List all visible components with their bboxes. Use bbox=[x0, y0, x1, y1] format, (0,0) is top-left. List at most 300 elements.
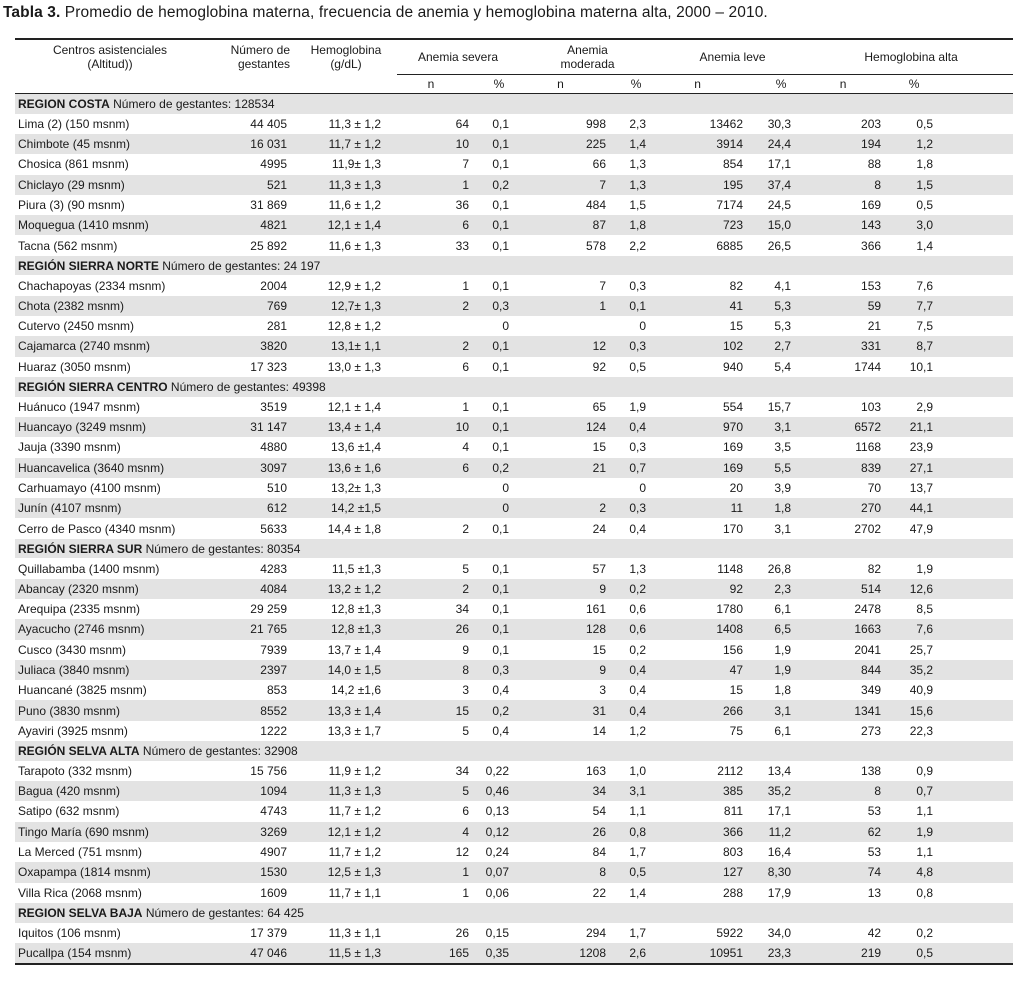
severa-n: 34 bbox=[455, 602, 469, 617]
header-anemia-moderada bbox=[519, 39, 656, 75]
row-spacer bbox=[939, 215, 1013, 235]
gestantes-count: 4084 bbox=[205, 579, 295, 599]
leve-pct: 1,8 bbox=[774, 683, 792, 698]
severa-n: 9 bbox=[462, 642, 469, 657]
gestantes-count: 44 405 bbox=[250, 116, 287, 131]
row-spacer bbox=[939, 134, 1013, 154]
severa-pct: 0,1 bbox=[492, 399, 510, 414]
alta-n: 2478 bbox=[854, 602, 882, 617]
leve-pct: 35,2 bbox=[753, 781, 809, 801]
alta-n: 82 bbox=[867, 561, 882, 576]
moderada-n: 26 bbox=[519, 822, 616, 842]
leve-pct: 16,4 bbox=[767, 845, 792, 860]
leve-pct: 3,1 bbox=[774, 521, 792, 536]
gestantes-count: 29 259 bbox=[250, 602, 287, 617]
alta-pct: 7,6 bbox=[889, 619, 939, 639]
moderada-pct: 0,3 bbox=[629, 278, 647, 293]
alta-n: 1341 bbox=[809, 700, 889, 720]
centro-name: Oxapampa (1814 msnm) bbox=[15, 862, 205, 882]
region-header-row bbox=[15, 377, 1013, 397]
leve-n: 854 bbox=[723, 157, 744, 172]
leve-n: 47 bbox=[656, 660, 753, 680]
severa-n: 1 bbox=[397, 862, 479, 882]
table-row bbox=[15, 316, 1013, 336]
gestantes-count: 4907 bbox=[260, 845, 287, 860]
moderada-pct: 0,4 bbox=[616, 660, 656, 680]
severa-pct: 0,1 bbox=[492, 157, 510, 172]
alta-n: 1744 bbox=[854, 359, 882, 374]
leve-pct: 37,4 bbox=[753, 175, 809, 195]
moderada-n bbox=[519, 478, 616, 498]
leve-pct: 17,1 bbox=[767, 804, 792, 819]
hemoglobina-value: 11,6 ± 1,3 bbox=[328, 238, 381, 253]
alta-n: 59 bbox=[809, 296, 889, 316]
hemoglobina-value: 12,5 ± 1,3 bbox=[295, 862, 397, 882]
gestantes-count: 2004 bbox=[260, 278, 287, 293]
table-row bbox=[15, 579, 1013, 599]
row-spacer bbox=[939, 458, 1013, 478]
severa-n bbox=[397, 498, 479, 518]
centro-name: Iquitos (106 msnm) bbox=[18, 925, 121, 940]
severa-n bbox=[397, 316, 479, 336]
table-row bbox=[15, 700, 1013, 720]
leve-n: 10951 bbox=[656, 943, 753, 964]
severa-n bbox=[397, 478, 479, 498]
table-row bbox=[15, 134, 1013, 154]
row-spacer bbox=[939, 417, 1013, 437]
alta-pct: 2,9 bbox=[916, 399, 934, 414]
severa-n: 36 bbox=[455, 198, 469, 213]
severa-n: 1 bbox=[462, 885, 469, 900]
row-spacer bbox=[939, 862, 1013, 882]
hemoglobina-value: 12,8 ±1,3 bbox=[331, 602, 381, 617]
table-row bbox=[15, 619, 1013, 639]
moderada-pct: 0,3 bbox=[616, 498, 656, 518]
row-spacer bbox=[939, 316, 1013, 336]
hemoglobina-value: 11,5 ± 1,3 bbox=[295, 943, 397, 964]
alta-n: 514 bbox=[809, 579, 889, 599]
centro-name: Satipo (632 msnm) bbox=[18, 804, 120, 819]
alta-pct: 4,8 bbox=[889, 862, 939, 882]
table-row bbox=[15, 660, 1013, 680]
leve-n: 169 bbox=[723, 440, 744, 455]
leve-n: 169 bbox=[656, 458, 753, 478]
severa-pct: 0,4 bbox=[492, 723, 510, 738]
severa-pct: 0,12 bbox=[479, 822, 519, 842]
header-blank bbox=[939, 75, 1013, 94]
row-spacer bbox=[939, 296, 1013, 316]
moderada-pct: 1,9 bbox=[629, 399, 647, 414]
gestantes-count: 17 379 bbox=[250, 925, 287, 940]
centro-name: Ayaviri (3925 msnm) bbox=[18, 723, 128, 738]
alta-pct: 8,5 bbox=[916, 602, 934, 617]
moderada-pct: 0,4 bbox=[629, 521, 647, 536]
header-alta-pct: % bbox=[889, 75, 939, 94]
header-anemia-leve bbox=[656, 39, 809, 75]
table-row bbox=[15, 923, 1013, 943]
alta-n: 1168 bbox=[855, 440, 882, 455]
severa-n: 26 bbox=[455, 925, 469, 940]
table-row bbox=[15, 498, 1013, 518]
leve-pct: 17,1 bbox=[767, 157, 792, 172]
table-row bbox=[15, 235, 1013, 255]
alta-n: 169 bbox=[861, 198, 882, 213]
severa-n: 4 bbox=[462, 440, 469, 455]
alta-pct: 0,5 bbox=[916, 198, 934, 213]
table-row bbox=[15, 781, 1013, 801]
severa-pct: 0,1 bbox=[492, 602, 510, 617]
moderada-n: 14 bbox=[592, 723, 607, 738]
gestantes-count: 1094 bbox=[205, 781, 295, 801]
severa-n: 165 bbox=[397, 943, 479, 964]
alta-n: 74 bbox=[809, 862, 889, 882]
alta-pct: 0,5 bbox=[916, 116, 934, 131]
moderada-pct: 0,3 bbox=[616, 336, 656, 356]
leve-pct: 6,1 bbox=[774, 602, 792, 617]
severa-n: 1 bbox=[397, 175, 479, 195]
header-severa-pct: % bbox=[479, 75, 519, 94]
leve-pct: 4,1 bbox=[774, 278, 792, 293]
moderada-pct: 0 bbox=[639, 480, 647, 495]
hemoglobina-value: 12,8 ± 1,2 bbox=[327, 319, 381, 334]
severa-n: 4 bbox=[397, 822, 479, 842]
alta-pct: 27,1 bbox=[889, 458, 939, 478]
hemoglobina-value: 13,7 ± 1,4 bbox=[327, 642, 381, 657]
header-numero-line2: gestantes bbox=[237, 57, 290, 72]
leve-n: 2112 bbox=[717, 763, 744, 778]
header-severa-label: Anemia severa bbox=[417, 50, 499, 64]
severa-n: 33 bbox=[455, 238, 469, 253]
leve-n: 1780 bbox=[716, 602, 744, 617]
severa-n: 10 bbox=[397, 417, 479, 437]
region-gestantes: Número de gestantes: 128534 bbox=[113, 96, 275, 111]
moderada-pct: 0,2 bbox=[616, 579, 656, 599]
table-row bbox=[15, 842, 1013, 862]
moderada-pct: 1,3 bbox=[629, 561, 647, 576]
severa-pct: 0,1 bbox=[479, 619, 519, 639]
alta-pct: 1,1 bbox=[916, 804, 934, 819]
row-spacer bbox=[939, 275, 1013, 295]
table-row bbox=[15, 943, 1013, 964]
region-header-row bbox=[15, 903, 1013, 923]
table-row bbox=[15, 822, 1013, 842]
moderada-n: 578 bbox=[585, 238, 607, 253]
severa-pct: 0,1 bbox=[492, 440, 510, 455]
table-row bbox=[15, 801, 1013, 821]
severa-pct: 0,3 bbox=[479, 296, 519, 316]
severa-n: 1 bbox=[462, 278, 469, 293]
severa-pct: 0,3 bbox=[479, 660, 519, 680]
leve-pct: 26,8 bbox=[767, 561, 792, 576]
leve-n: 11 bbox=[656, 498, 753, 518]
gestantes-count: 4995 bbox=[260, 157, 287, 172]
centro-name: Chimbote (45 msnm) bbox=[15, 134, 205, 154]
alta-pct: 23,9 bbox=[909, 440, 934, 455]
leve-n: 366 bbox=[656, 822, 753, 842]
leve-n: 41 bbox=[656, 296, 753, 316]
table-row bbox=[15, 721, 1013, 741]
alta-pct: 47,9 bbox=[909, 521, 934, 536]
centro-name: Huancané (3825 msnm) bbox=[18, 683, 147, 698]
header-leve-label: Anemia leve bbox=[699, 50, 766, 64]
severa-pct: 0,2 bbox=[479, 700, 519, 720]
gestantes-count: 3820 bbox=[205, 336, 295, 356]
table-row bbox=[15, 862, 1013, 882]
alta-pct: 35,2 bbox=[889, 660, 939, 680]
alta-n: 270 bbox=[809, 498, 889, 518]
table-row bbox=[15, 397, 1013, 417]
severa-n: 10 bbox=[397, 134, 479, 154]
centro-name: Chachapoyas (2334 msnm) bbox=[18, 278, 166, 293]
moderada-n: 12 bbox=[519, 336, 616, 356]
moderada-n: 3 bbox=[599, 683, 607, 698]
leve-n: 5922 bbox=[716, 925, 744, 940]
moderada-n: 15 bbox=[592, 642, 607, 657]
alta-n: 53 bbox=[867, 804, 882, 819]
table-row bbox=[15, 296, 1013, 316]
moderada-pct: 1,4 bbox=[616, 134, 656, 154]
alta-pct: 1,2 bbox=[889, 134, 939, 154]
alta-n: 138 bbox=[861, 763, 882, 778]
centro-name: Chiclayo (29 msnm) bbox=[15, 175, 205, 195]
row-spacer bbox=[939, 357, 1013, 377]
row-spacer bbox=[939, 558, 1013, 578]
leve-pct: 34,0 bbox=[767, 925, 792, 940]
region-gestantes: Número de gestantes: 32908 bbox=[142, 743, 298, 758]
moderada-pct: 0,4 bbox=[616, 417, 656, 437]
table-row bbox=[15, 175, 1013, 195]
header-leve-pct: % bbox=[753, 75, 809, 94]
leve-pct: 3,9 bbox=[774, 480, 792, 495]
moderada-pct: 0,3 bbox=[629, 440, 647, 455]
gestantes-count: 4283 bbox=[260, 561, 287, 576]
alta-pct: 7,7 bbox=[889, 296, 939, 316]
hemoglobina-value: 11,9± 1,3 bbox=[331, 157, 381, 172]
gestantes-count: 1530 bbox=[205, 862, 295, 882]
moderada-n: 65 bbox=[592, 399, 607, 414]
row-spacer bbox=[939, 397, 1013, 417]
leve-pct: 15,7 bbox=[767, 399, 792, 414]
leve-n: 803 bbox=[723, 845, 744, 860]
severa-n: 5 bbox=[462, 723, 469, 738]
alta-n: 331 bbox=[809, 336, 889, 356]
severa-pct: 0,1 bbox=[479, 215, 519, 235]
row-spacer bbox=[939, 700, 1013, 720]
moderada-n: 15 bbox=[592, 440, 607, 455]
severa-n: 3 bbox=[462, 683, 469, 698]
severa-n: 5 bbox=[397, 781, 479, 801]
alta-n: 21 bbox=[867, 319, 882, 334]
region-header bbox=[15, 539, 1013, 559]
alta-n: 366 bbox=[861, 238, 882, 253]
row-spacer bbox=[939, 822, 1013, 842]
header-alta-label: Hemoglobina alta bbox=[864, 50, 958, 64]
alta-n: 219 bbox=[809, 943, 889, 964]
severa-pct: 0,1 bbox=[479, 579, 519, 599]
row-spacer bbox=[939, 660, 1013, 680]
gestantes-count: 31 869 bbox=[250, 198, 287, 213]
alta-n: 273 bbox=[861, 723, 882, 738]
header-moderada-line2: moderada bbox=[560, 57, 615, 71]
moderada-n: 9 bbox=[519, 660, 616, 680]
leve-n: 20 bbox=[729, 480, 744, 495]
region-name: REGIÓN SIERRA NORTE bbox=[18, 258, 159, 273]
header-blank bbox=[15, 75, 205, 94]
alta-pct: 0,7 bbox=[889, 781, 939, 801]
moderada-pct: 0,5 bbox=[629, 359, 647, 374]
moderada-pct: 1,3 bbox=[616, 175, 656, 195]
severa-n: 2 bbox=[462, 521, 469, 536]
leve-pct: 17,9 bbox=[767, 885, 792, 900]
row-spacer bbox=[939, 579, 1013, 599]
moderada-pct: 2,6 bbox=[616, 943, 656, 964]
centro-name: La Merced (751 msnm) bbox=[18, 845, 143, 860]
moderada-n: 84 bbox=[592, 845, 607, 860]
leve-pct: 3,5 bbox=[774, 440, 792, 455]
severa-pct: 0,1 bbox=[492, 642, 510, 657]
row-spacer bbox=[939, 883, 1013, 903]
alta-n: 844 bbox=[809, 660, 889, 680]
moderada-pct: 1,4 bbox=[629, 885, 647, 900]
alta-n: 53 bbox=[867, 845, 882, 860]
region-name: REGION COSTA bbox=[18, 96, 110, 111]
leve-n: 15 bbox=[729, 319, 744, 334]
moderada-pct: 2,3 bbox=[629, 116, 647, 131]
alta-n: 70 bbox=[867, 480, 882, 495]
row-spacer bbox=[939, 801, 1013, 821]
gestantes-count: 17 323 bbox=[250, 359, 287, 374]
leve-n: 127 bbox=[656, 862, 753, 882]
region-gestantes: Número de gestantes: 80354 bbox=[145, 541, 301, 556]
centro-name: Cutervo (2450 msnm) bbox=[18, 319, 135, 334]
alta-pct: 21,1 bbox=[889, 417, 939, 437]
severa-pct: 0,22 bbox=[485, 763, 510, 778]
row-spacer bbox=[939, 923, 1013, 943]
leve-pct: 1,9 bbox=[753, 660, 809, 680]
severa-n: 2 bbox=[397, 296, 479, 316]
gestantes-count: 15 756 bbox=[250, 763, 287, 778]
table-row bbox=[15, 458, 1013, 478]
moderada-pct: 0,1 bbox=[616, 296, 656, 316]
table-row bbox=[15, 417, 1013, 437]
leve-pct: 2,7 bbox=[753, 336, 809, 356]
leve-n: 102 bbox=[656, 336, 753, 356]
header-centros bbox=[15, 39, 205, 75]
region-header bbox=[15, 903, 1013, 923]
header-hemo-line2: (g/dL) bbox=[330, 57, 362, 72]
alta-pct: 8,7 bbox=[889, 336, 939, 356]
severa-pct: 0,15 bbox=[485, 925, 510, 940]
header-moderada-line1: Anemia bbox=[567, 43, 608, 57]
leve-pct: 26,5 bbox=[767, 238, 792, 253]
table-row bbox=[15, 761, 1013, 781]
alta-n: 8 bbox=[809, 175, 889, 195]
leve-n: 195 bbox=[656, 175, 753, 195]
hemoglobina-value: 11,7 ± 1,2 bbox=[328, 804, 381, 819]
alta-n: 8 bbox=[809, 781, 889, 801]
moderada-pct: 0,4 bbox=[629, 683, 647, 698]
gestantes-count: 21 765 bbox=[205, 619, 295, 639]
hemoglobina-value: 12,8 ±1,3 bbox=[295, 619, 397, 639]
gestantes-count: 25 892 bbox=[250, 238, 287, 253]
alta-pct: 44,1 bbox=[889, 498, 939, 518]
severa-pct: 0,1 bbox=[492, 278, 510, 293]
table-row bbox=[15, 640, 1013, 660]
hemoglobina-value: 12,1 ± 1,2 bbox=[295, 822, 397, 842]
severa-n: 12 bbox=[455, 845, 469, 860]
hemoglobina-value: 12,1 ± 1,4 bbox=[295, 215, 397, 235]
alta-n: 2702 bbox=[854, 521, 882, 536]
alta-pct: 0,5 bbox=[889, 943, 939, 964]
table-row bbox=[15, 599, 1013, 619]
hemoglobina-value: 11,3 ± 1,3 bbox=[295, 781, 397, 801]
gestantes-count: 5633 bbox=[260, 521, 287, 536]
table-row bbox=[15, 275, 1013, 295]
gestantes-count: 853 bbox=[266, 683, 287, 698]
moderada-n: 484 bbox=[585, 198, 607, 213]
severa-n: 34 bbox=[455, 763, 469, 778]
leve-n: 1148 bbox=[717, 561, 744, 576]
severa-n: 2 bbox=[397, 336, 479, 356]
header-hemo-line1: Hemoglobina bbox=[310, 43, 382, 58]
centro-name: Huancayo (3249 msnm) bbox=[15, 417, 205, 437]
leve-pct: 15,0 bbox=[753, 215, 809, 235]
severa-n: 6 bbox=[462, 804, 469, 819]
centro-name: Jauja (3390 msnm) bbox=[18, 440, 121, 455]
moderada-n: 24 bbox=[592, 521, 607, 536]
moderada-n: 22 bbox=[592, 885, 607, 900]
severa-pct: 0,07 bbox=[479, 862, 519, 882]
moderada-n: 294 bbox=[585, 925, 607, 940]
hemoglobina-value: 12,9 ± 1,2 bbox=[327, 278, 381, 293]
moderada-n: 1208 bbox=[519, 943, 616, 964]
leve-n: 82 bbox=[729, 278, 744, 293]
alta-n: 1663 bbox=[809, 619, 889, 639]
hemoglobina-value: 13,1± 1,1 bbox=[295, 336, 397, 356]
leve-n: 385 bbox=[656, 781, 753, 801]
row-spacer bbox=[939, 943, 1013, 964]
alta-pct: 15,6 bbox=[889, 700, 939, 720]
table-row bbox=[15, 558, 1013, 578]
moderada-n: 87 bbox=[519, 215, 616, 235]
table-row bbox=[15, 883, 1013, 903]
gestantes-count: 1222 bbox=[260, 723, 287, 738]
severa-n: 7 bbox=[462, 157, 469, 172]
leve-n: 288 bbox=[723, 885, 744, 900]
row-spacer bbox=[939, 195, 1013, 215]
severa-pct: 0,2 bbox=[479, 458, 519, 478]
gestantes-count: 510 bbox=[266, 480, 287, 495]
leve-pct: 13,4 bbox=[767, 763, 792, 778]
alta-pct: 1,9 bbox=[889, 822, 939, 842]
table-row bbox=[15, 357, 1013, 377]
hemoglobina-value: 11,3 ± 1,3 bbox=[295, 175, 397, 195]
row-spacer bbox=[939, 781, 1013, 801]
severa-pct: 0,1 bbox=[479, 417, 519, 437]
moderada-pct: 1,7 bbox=[629, 845, 647, 860]
hemoglobina-value: 13,6 ±1,4 bbox=[331, 440, 381, 455]
severa-pct: 0 bbox=[479, 498, 519, 518]
row-spacer bbox=[939, 761, 1013, 781]
moderada-pct: 0,6 bbox=[616, 619, 656, 639]
region-header-row bbox=[15, 539, 1013, 559]
centro-name: Pucallpa (154 msnm) bbox=[15, 943, 205, 964]
alta-n: 203 bbox=[861, 116, 882, 131]
region-gestantes: Número de gestantes: 24 197 bbox=[162, 258, 321, 273]
table-body bbox=[15, 94, 1013, 965]
centro-name: Tacna (562 msnm) bbox=[18, 238, 118, 253]
gestantes-count: 47 046 bbox=[205, 943, 295, 964]
